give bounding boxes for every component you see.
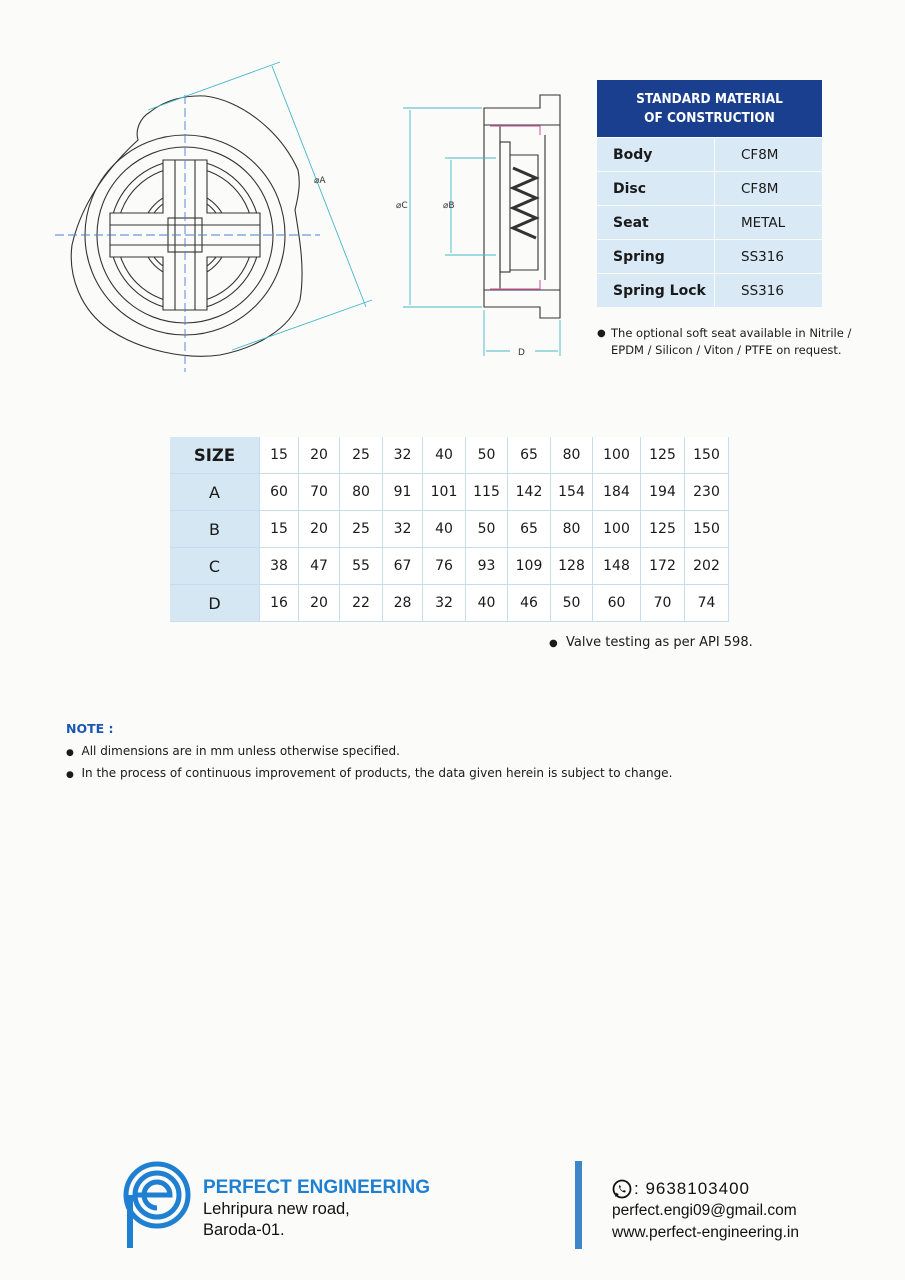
size-cell: 50 — [466, 511, 508, 548]
material-part: Seat — [597, 206, 714, 239]
size-cell: 154 — [551, 474, 593, 511]
size-header-cell: 125 — [641, 437, 685, 474]
valve-technical-drawing — [0, 0, 600, 400]
size-row-label: C — [170, 548, 260, 585]
size-cell: 47 — [299, 548, 340, 585]
size-cell: 142 — [508, 474, 551, 511]
size-cell: 50 — [551, 585, 593, 622]
bullet-icon: ● — [597, 328, 606, 339]
company-name: PERFECT ENGINEERING — [203, 1177, 430, 1198]
size-cell: 67 — [383, 548, 423, 585]
size-cell: 91 — [383, 474, 423, 511]
note-text: All dimensions are in mm unless otherwise specified. — [81, 744, 400, 758]
soft-seat-note — [597, 325, 857, 359]
size-cell: 46 — [508, 585, 551, 622]
spring-coil — [513, 168, 536, 238]
note-text: In the process of continuous improvement of products, the data given herein is subject to change. — [81, 766, 673, 780]
email-link[interactable]: perfect.engi09@gmail.com — [612, 1202, 797, 1219]
size-row — [170, 548, 729, 585]
material-value: METAL — [715, 206, 822, 239]
dim-d-label: D — [518, 348, 525, 358]
material-part: Spring — [597, 240, 714, 273]
material-row — [597, 274, 822, 307]
phone-line[interactable] — [612, 1178, 799, 1200]
material-part: Body — [597, 138, 714, 171]
side-section — [484, 95, 560, 318]
size-cell: 125 — [641, 511, 685, 548]
material-table — [597, 80, 822, 307]
size-cell: 101 — [423, 474, 466, 511]
size-cell: 60 — [593, 585, 641, 622]
size-header-cell: 40 — [423, 437, 466, 474]
size-cell: 148 — [593, 548, 641, 585]
front-view — [71, 96, 302, 356]
size-header-cell: 15 — [260, 437, 299, 474]
size-cell: 202 — [685, 548, 729, 585]
size-cell: 25 — [340, 511, 383, 548]
size-cell: 184 — [593, 474, 641, 511]
size-cell: 80 — [340, 474, 383, 511]
size-cell: 128 — [551, 548, 593, 585]
size-header-cell: 80 — [551, 437, 593, 474]
size-table — [170, 437, 729, 622]
size-cell: 172 — [641, 548, 685, 585]
size-cell: 20 — [299, 585, 340, 622]
size-header-label: SIZE — [170, 437, 260, 474]
footer-divider — [575, 1161, 582, 1249]
testing-note-text: Valve testing as per API 598. — [566, 635, 753, 650]
material-value: CF8M — [715, 138, 822, 171]
size-cell: 80 — [551, 511, 593, 548]
company-logo-icon — [122, 1160, 192, 1252]
size-cell: 40 — [423, 511, 466, 548]
material-title-line1: STANDARD MATERIAL — [636, 90, 783, 107]
size-cell: 38 — [260, 548, 299, 585]
dim-b-label: ⌀B — [443, 201, 455, 211]
size-cell: 15 — [260, 511, 299, 548]
size-cell: 55 — [340, 548, 383, 585]
bullet-icon: ● — [549, 638, 558, 649]
size-cell: 28 — [383, 585, 423, 622]
size-cell: 109 — [508, 548, 551, 585]
size-header-row — [170, 437, 729, 474]
note-item — [66, 763, 672, 785]
material-part: Spring Lock — [597, 274, 714, 307]
size-cell: 16 — [260, 585, 299, 622]
phone-number: : 9638103400 — [634, 1179, 750, 1198]
material-part: Disc — [597, 172, 714, 205]
address-line-2: Baroda-01. — [203, 1221, 285, 1239]
material-row — [597, 240, 822, 273]
disc-section — [500, 142, 510, 272]
size-cell: 100 — [593, 511, 641, 548]
size-row — [170, 585, 729, 622]
material-title-line2: OF CONSTRUCTION — [644, 109, 775, 126]
size-header-cell: 100 — [593, 437, 641, 474]
note-item — [66, 741, 672, 763]
material-table-header — [597, 80, 822, 137]
size-row-label: A — [170, 474, 260, 511]
size-cell: 20 — [299, 511, 340, 548]
size-row-label: B — [170, 511, 260, 548]
material-value: CF8M — [715, 172, 822, 205]
size-cell: 194 — [641, 474, 685, 511]
bullet-icon: ● — [66, 770, 74, 780]
material-row — [597, 206, 822, 239]
size-header-cell: 50 — [466, 437, 508, 474]
material-row — [597, 172, 822, 205]
size-header-cell: 25 — [340, 437, 383, 474]
size-cell: 93 — [466, 548, 508, 585]
size-cell: 32 — [383, 511, 423, 548]
footer — [0, 1140, 905, 1280]
contact-info — [612, 1178, 799, 1244]
testing-note — [549, 635, 753, 650]
size-row — [170, 474, 729, 511]
size-cell: 70 — [299, 474, 340, 511]
size-cell: 60 — [260, 474, 299, 511]
side-dimensions — [403, 108, 560, 356]
material-value: SS316 — [715, 240, 822, 273]
section-outline — [484, 95, 560, 318]
website-link[interactable]: www.perfect-engineering.in — [612, 1224, 799, 1241]
address-line-1: Lehripura new road, — [203, 1200, 350, 1218]
size-cell: 70 — [641, 585, 685, 622]
size-cell: 230 — [685, 474, 729, 511]
whatsapp-icon — [612, 1179, 632, 1199]
size-cell: 150 — [685, 511, 729, 548]
company-info — [203, 1177, 430, 1241]
size-cell: 76 — [423, 548, 466, 585]
size-row-label: D — [170, 585, 260, 622]
soft-seat-note-text: The optional soft seat available in Nitrile / EPDM / Silicon / Viton / PTFE on request. — [611, 326, 852, 357]
note-list — [66, 741, 672, 785]
size-cell: 40 — [466, 585, 508, 622]
size-cell: 115 — [466, 474, 508, 511]
material-row — [597, 138, 822, 171]
size-header-cell: 65 — [508, 437, 551, 474]
size-header-cell: 20 — [299, 437, 340, 474]
size-header-cell: 32 — [383, 437, 423, 474]
note-title: NOTE : — [66, 721, 114, 736]
dim-a-label: ⌀A — [314, 176, 326, 186]
dim-c-label: ⌀C — [396, 201, 408, 211]
size-cell: 65 — [508, 511, 551, 548]
bullet-icon: ● — [66, 748, 74, 758]
size-header-cell: 150 — [685, 437, 729, 474]
size-cell: 22 — [340, 585, 383, 622]
size-cell: 32 — [423, 585, 466, 622]
material-value: SS316 — [715, 274, 822, 307]
size-cell: 74 — [685, 585, 729, 622]
size-row — [170, 511, 729, 548]
